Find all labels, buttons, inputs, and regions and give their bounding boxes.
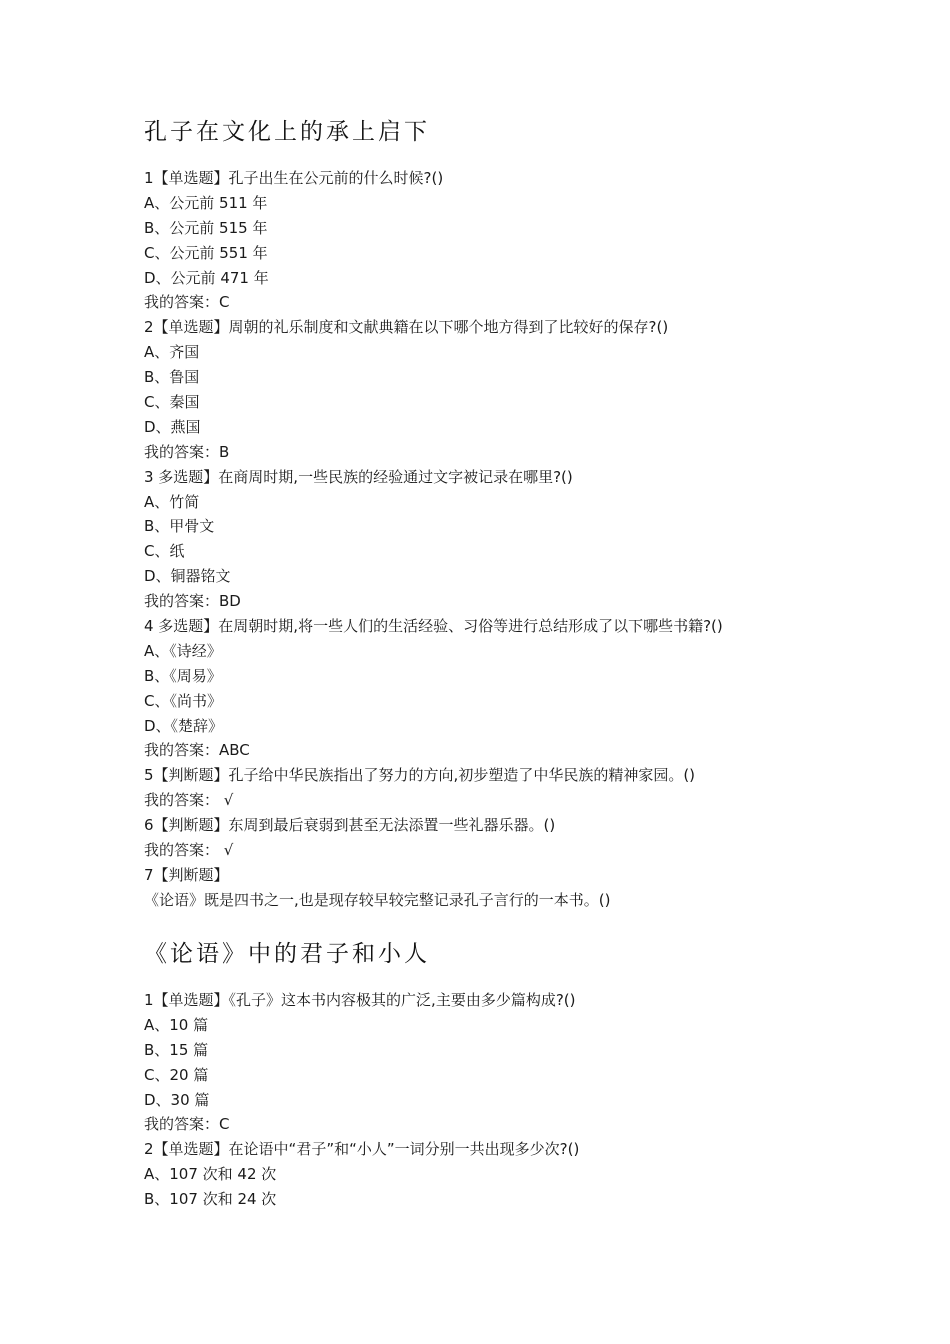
option-line: D、铜器铭文 — [144, 567, 231, 586]
option-line: A、107 次和 42 次 — [144, 1165, 277, 1184]
option-line: A、10 篇 — [144, 1015, 209, 1034]
option-line: B、15 篇 — [144, 1040, 209, 1059]
question-line: 2【单选题】周朝的礼乐制度和文献典籍在以下哪个地方得到了比较好的保存?() — [144, 318, 669, 337]
option-line: B、107 次和 24 次 — [144, 1190, 277, 1209]
answer-line: 我的答案：C — [144, 293, 230, 312]
answer-line: 我的答案：B — [144, 442, 230, 461]
answer-line: 我的答案：C — [144, 1115, 230, 1134]
option-line: D、燕国 — [144, 417, 201, 436]
question-list — [144, 988, 579, 1212]
question-line: 6【判断题】东周到最后衰弱到甚至无法添置一些礼器乐器。() — [144, 816, 556, 835]
question-line: 3 多选题】在商周时期,一些民族的经验通过文字被记录在哪里?() — [144, 467, 573, 486]
question-line: 5【判断题】孔子给中华民族指出了努力的方向,初步塑造了中华民族的精神家园。() — [144, 766, 696, 785]
option-line: B、鲁国 — [144, 368, 200, 387]
answer-line: 我的答案： √ — [144, 841, 234, 860]
option-line: C、秦国 — [144, 393, 200, 412]
option-line: C、公元前 551 年 — [144, 243, 268, 262]
option-line: A、竹简 — [144, 492, 200, 511]
section-title: 孔子在文化上的承上启下 — [144, 119, 430, 145]
option-line: B、《周易》 — [144, 666, 222, 685]
option-line: C、《尚书》 — [144, 691, 222, 710]
question-line: 7【判断题】 — [144, 865, 229, 884]
option-line: D、公元前 471 年 — [144, 268, 269, 287]
section-title: 《论语》中的君子和小人 — [144, 941, 430, 967]
answer-line: 我的答案：BD — [144, 592, 241, 611]
question-line: 1【单选题】孔子出生在公元前的什么时候?() — [144, 169, 444, 187]
statement-line: 《论语》既是四书之一,也是现存较早较完整记录孔子言行的一本书。() — [144, 890, 611, 909]
option-line: C、纸 — [144, 542, 185, 561]
option-line: B、甲骨文 — [144, 517, 215, 536]
question-list — [144, 166, 723, 913]
option-line: C、20 篇 — [144, 1065, 209, 1084]
answer-line: 我的答案：ABC — [144, 741, 250, 760]
option-line: A、公元前 511 年 — [144, 193, 268, 212]
option-line: A、齐国 — [144, 343, 200, 362]
option-line: D、《楚辞》 — [144, 716, 224, 735]
option-line: A、《诗经》 — [144, 641, 222, 660]
question-line: 2【单选题】在论语中“君子”和“小人”一词分别一共出现多少次?() — [144, 1140, 580, 1159]
question-line: 4 多选题】在周朝时期,将一些人们的生活经验、习俗等进行总结形成了以下哪些书籍?() — [144, 617, 723, 636]
question-line: 1【单选题】《孔子》这本书内容极其的广泛,主要由多少篇构成?() — [144, 991, 576, 1009]
answer-line: 我的答案： √ — [144, 791, 234, 810]
option-line: D、30 篇 — [144, 1090, 210, 1109]
option-line: B、公元前 515 年 — [144, 218, 268, 237]
